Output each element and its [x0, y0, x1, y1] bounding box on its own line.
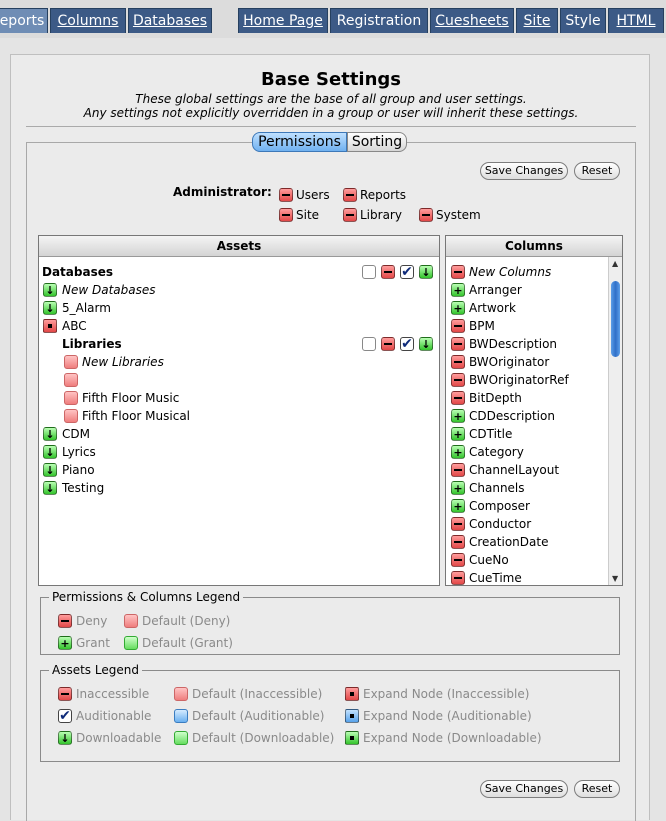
legend-deny-icon — [58, 614, 72, 628]
admin-library-label: Library — [360, 208, 402, 222]
column-deny-icon[interactable] — [451, 463, 465, 477]
permissions-legend-title: Permissions & Columns Legend — [49, 590, 243, 604]
assets-box: Assets Databases ✔ ↓ ↓ New Databases ↓ 5_Alarm ABC Libraries ✔ ↓ New Libraries Fifth Floor Music Fifth Floor Musical ↓ CDM ↓ Lyrics ↓ Piano ↓ Testing — [38, 235, 440, 586]
columns-header: Columns — [446, 236, 622, 257]
tab-html[interactable]: HTML — [608, 8, 664, 33]
assets-header: Assets — [39, 236, 439, 257]
legend-auditionable-check-icon: ✔ — [59, 708, 71, 724]
column-grant-icon[interactable]: + — [451, 481, 465, 495]
column-deny-icon[interactable] — [451, 517, 465, 531]
save-changes-button-top[interactable]: Save Changes — [480, 162, 568, 180]
column-deny-icon[interactable] — [451, 391, 465, 405]
legend-downloadable-label: Downloadable — [76, 731, 162, 745]
databases-auditionable-check-icon[interactable]: ✔ — [401, 264, 413, 280]
fifth-floor-music-default-icon[interactable] — [64, 391, 78, 405]
legend-default-deny-icon — [124, 614, 138, 628]
admin-reports-toggle-icon[interactable] — [343, 188, 357, 202]
legend-default-grant-label: Default (Grant) — [142, 636, 233, 650]
legend-default-inaccessible-label: Default (Inaccessible) — [192, 687, 323, 701]
assets-legend — [40, 663, 620, 762]
libraries-deny-option-icon[interactable] — [381, 337, 395, 351]
tab-databases[interactable]: Databases — [128, 8, 212, 33]
tab-style[interactable]: Style — [560, 8, 606, 33]
unnamed-library-default-icon[interactable] — [64, 373, 78, 387]
column-grant-icon[interactable]: + — [451, 445, 465, 459]
tab-registration[interactable]: Registration — [330, 8, 428, 33]
legend-default-auditionable-label: Default (Auditionable) — [192, 709, 325, 723]
scroll-thumb[interactable] — [611, 281, 620, 357]
page-subtitle: These global settings are the base of all group and user settings. Any settings not explicitly overridden in a group or user will inherit these settings. — [83, 92, 579, 120]
new-databases-download-icon[interactable]: ↓ — [43, 283, 57, 297]
legend-inaccessible-icon — [58, 687, 72, 701]
legend-downloadable-icon: ↓ — [58, 731, 72, 745]
permissions-legend — [40, 590, 620, 655]
libraries-auditionable-check-icon[interactable]: ✔ — [401, 336, 413, 352]
save-changes-button-bottom[interactable]: Save Changes — [480, 780, 568, 798]
piano-download-icon[interactable]: ↓ — [43, 463, 57, 477]
testing-download-icon[interactable]: ↓ — [43, 481, 57, 495]
lyrics-download-icon[interactable]: ↓ — [43, 445, 57, 459]
column-deny-icon[interactable] — [451, 535, 465, 549]
legend-expand-auditionable-label: Expand Node (Auditionable) — [363, 709, 532, 723]
base-settings-panel — [10, 54, 650, 820]
databases-deny-option-icon[interactable] — [381, 265, 395, 279]
databases-downloadable-option-icon[interactable]: ↓ — [419, 265, 433, 279]
legend-deny-label: Deny — [76, 614, 108, 628]
column-deny-icon[interactable] — [451, 373, 465, 387]
legend-default-downloadable-icon — [174, 731, 188, 745]
legend-expand-auditionable-icon — [345, 709, 359, 723]
column-grant-icon[interactable]: + — [451, 301, 465, 315]
fifth-floor-musical-default-icon[interactable] — [64, 409, 78, 423]
legend-default-auditionable-icon — [174, 709, 188, 723]
reset-button-bottom[interactable]: Reset — [574, 780, 620, 798]
admin-users-toggle-icon[interactable] — [279, 188, 293, 202]
scroll-down-icon[interactable]: ▼ — [612, 574, 619, 583]
column-grant-icon[interactable]: + — [451, 409, 465, 423]
admin-site-toggle-icon[interactable] — [279, 208, 293, 222]
admin-library-toggle-icon[interactable] — [343, 208, 357, 222]
column-grant-icon[interactable]: + — [451, 283, 465, 297]
admin-system-label: System — [436, 208, 481, 222]
legend-grant-icon: + — [58, 636, 72, 650]
legend-expand-downloadable-icon — [345, 731, 359, 745]
legend-default-downloadable-label: Default (Downloadable) — [192, 731, 335, 745]
new-libraries-default-icon[interactable] — [64, 355, 78, 369]
admin-system-toggle-icon[interactable] — [419, 208, 433, 222]
column-grant-icon[interactable]: + — [451, 499, 465, 513]
tab-permissions[interactable]: Permissions — [252, 132, 347, 152]
reset-button-top[interactable]: Reset — [574, 162, 620, 180]
column-deny-icon[interactable] — [451, 319, 465, 333]
administrator-label: Administrator: — [173, 185, 272, 199]
page-title: Base Settings — [260, 69, 402, 90]
column-deny-icon[interactable] — [451, 571, 465, 585]
column-deny-icon[interactable] — [451, 337, 465, 351]
tab-sorting[interactable]: Sorting — [347, 132, 407, 152]
assets-legend-title: Assets Legend — [49, 663, 142, 677]
libraries-inaccessible-option-icon[interactable] — [362, 337, 376, 351]
column-deny-icon[interactable] — [451, 553, 465, 567]
legend-default-inaccessible-icon — [174, 687, 188, 701]
abc-expand-node-icon[interactable] — [43, 319, 57, 333]
legend-grant-label: Grant — [76, 636, 110, 650]
tab-site[interactable]: Site — [516, 8, 558, 33]
top-nav-bar — [0, 0, 666, 38]
scroll-up-icon[interactable]: ▲ — [612, 259, 619, 268]
alarm-download-icon[interactable]: ↓ — [43, 301, 57, 315]
legend-expand-downloadable-label: Expand Node (Downloadable) — [363, 731, 542, 745]
admin-users-label: Users — [296, 188, 330, 202]
column-deny-icon[interactable] — [451, 265, 465, 279]
legend-expand-inaccessible-label: Expand Node (Inaccessible) — [363, 687, 530, 701]
legend-inaccessible-label: Inaccessible — [76, 687, 150, 701]
cdm-download-icon[interactable]: ↓ — [43, 427, 57, 441]
databases-inaccessible-option-icon[interactable] — [362, 265, 376, 279]
legend-expand-inaccessible-icon — [345, 687, 359, 701]
column-deny-icon[interactable] — [451, 355, 465, 369]
libraries-downloadable-option-icon[interactable]: ↓ — [419, 337, 433, 351]
legend-auditionable-label: Auditionable — [76, 709, 152, 723]
admin-reports-label: Reports — [360, 188, 407, 202]
tab-columns[interactable]: Columns — [50, 8, 126, 33]
legend-default-grant-icon — [124, 636, 138, 650]
columns-scrollbar[interactable] — [608, 257, 622, 585]
admin-site-label: Site — [296, 208, 320, 222]
tab-reports[interactable]: eports — [0, 8, 48, 33]
asset-row-databases: Databases — [42, 265, 114, 279]
column-grant-icon[interactable]: + — [451, 427, 465, 441]
legend-default-deny-label: Default (Deny) — [142, 614, 231, 628]
tab-cuesheets[interactable]: Cuesheets — [430, 8, 514, 33]
tab-home-page[interactable]: Home Page — [238, 8, 328, 33]
columns-box: Columns New Columns + Arranger + Artwork BPM BWDescription BWOriginator BWOriginatorRef BitDepth + CDDescription + CDTitle + Category ChannelLayout + Channels + Composer Conductor CreationDate CueNo CueTime ▲ ▼ — [445, 235, 623, 586]
divider — [26, 126, 636, 127]
